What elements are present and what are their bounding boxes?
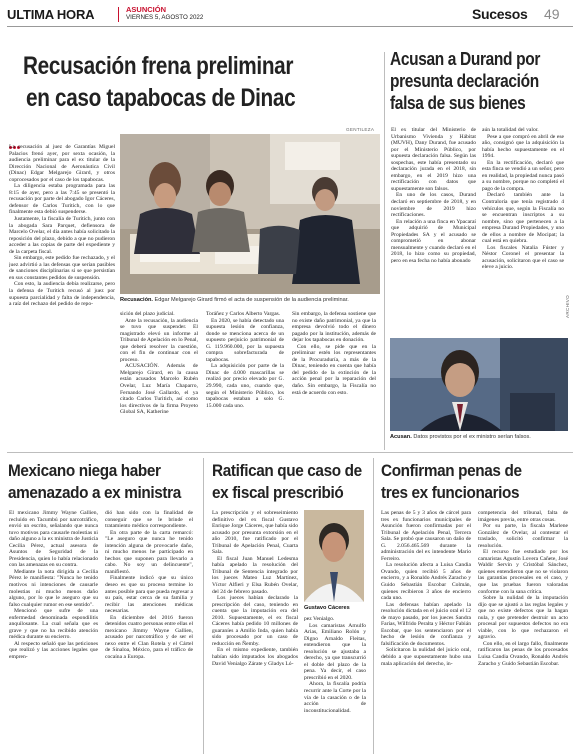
durand-photo-illustration [390,338,568,431]
paragraph: aún la totalidad del valor. [482,127,539,133]
durand-photo-credit: ARCHIVO [565,294,570,318]
section-rule [7,452,573,453]
page-number: 49 [544,6,560,22]
fiscal-story-column-2 [304,616,366,754]
section-label: ULTIMA HORA [7,7,95,22]
paragraph: Sin embargo, la defensa sostiene que no existe daño patrimonial, ya que la empresa devolvió todo el dinero pagado por la institución, además de dejar los tapabocas en donación. [292,311,376,344]
header-rule [7,26,573,27]
fiscal-photo-illustration [304,510,364,602]
paragraph: Las penas de 5 y 3 años de cárcel para tres ex funcionarios municipales de Asunción fueron confirmadas por el Tribunal de Apelación Penal, Tercera Sala. Se probó que causaron un daño de G. 2.056.465.569 durante la administración del ex intendente Mario Ferreiro. [381,510,471,562]
paragraph: En relación a una finca en Ypacaraí que adquirió de Municipal Propiedades SA y el acusado se comprometió en abonar mensualmente y cuando declaró en el 2018, lo hizo como su propiedad, pero en esa fecha no había abonado [391,218,476,264]
paragraph: Con ello, en el largo fallo, finalmente ratificaron las penas de los procesados Luisa Candia Ovando, Ronaldo Andrés Zaracho y Guido Sebastián Escobar. [478,640,568,667]
paragraph: La recusación al juez de Garantías Miguel Palacios frenó ayer, por sexta ocasión, la audiencia preliminar para el ex titular de la Dirección Nacional de Aeronáutica Civil (Dinac) Edgar Melgarejo Girard, y otros coprocesados por el caso de los tapabocas. [9,144,115,183]
paragraph: Ante la recusación, la audiencia se tuvo que suspender. El magistrado elevó un informe al Tribunal de Apelación en lo Penal, que deberá resolver la cuestión, con el fin de continuar con el proceso. [120,317,198,363]
lead-caption-label: Recusación. [120,297,153,303]
paragraph: Con ello, se pide que en la preliminar estén los representantes de la Procuraduría, a más de la Dinac, teniendo en cuenta que había del pedido de la extinción de la acción penal por la reparación del daño. Sin embargo, la Fiscalía no está de acuerdo con esto. [292,343,376,396]
paragraph: Toráñez y Carlos Alberto Vargas. [206,311,281,317]
fiscal-photo [304,510,364,602]
column-rule [203,458,204,754]
lead-story-column-4 [292,311,376,448]
paragraph: En la rectificación, declaró que esta finca se vendió a un señor, pero en realidad, la propiedad nunca pasó a su nombre, porque no completó el pago de la compra. [482,159,564,192]
paragraph: Mencionó que sufre de una enfermedad denominada espondilitis anquilosante. La cual señala que es grave y que no ha recibido atención médica durante su encierro. [9,608,98,641]
paragraph: El mexicano Jimmy Wayne Gallien, recluido en Tacumbú por narcotráfico, envió un escrito, señalando que nunca tuvo motivos para causarle molestias ni daño alguno a la ex ministra de Justicia Cecilia Pérez, actual asesora de Asuntos de Seguridad de la Presidencia, quien lo había relacionado con las amenazas en su contra. [9,510,98,569]
paragraph: El ex titular del Ministerio de Urbanismo Vivienda y Hábitat (MUVH), Dany Durand, fue acusado por el Ministerio Público, por supuesta declaración falsa. Según las sospechas, este había presentado su declaración jurada en el 2018, sin embargo, en el 2019 hizo una rectificación con datos que supuestamente son falsos. [391,127,476,192]
paragraph: En diciembre del 2016 fueron detenidos cuatro personas entre ellas el mexicano Jimmy Wayne Gallien, acusado por narcotráfico y de ser el nexo entre el Clan Rotela y el Cártel de Sinaloa, México, para el tráfico de cocaína a Europa. [105,614,193,661]
paragraph: En uno de los casos, Durand declaró en septiembre de 2018, y en noviembre de 2019 hizo rectificaciones. [391,192,476,219]
paragraph: Sobre la nulidad de la imputación dijo que se ajustó a las reglas legales y que no existe defectos que la hagan nula, y que pretender destruir un acto procesal por supuestos defectos no era viable, con lo que rechazaron el agravio. [478,595,568,641]
paragraph: La resolución afecta a Luisa Candia Ovando, quien recibió 5 años de encierro, y a Ronaldo Andrés Zaracho y Guido Sebastián Escobar Colmán, quienes recibieron 3 años de encierro cada uno. [381,562,471,602]
paragraph: Sin embargo, este pedido fue rechazado, y el juez advirtió a las defensas que serían pasibles de sanciones disciplinarias si se que persistían en sus constantes pedidos de suspensión. [9,255,115,281]
paragraph: Finalmente indicó que su único deseo es que su proceso termine lo antes posible para que pueda regresar a su país, estar cerca de su familia y recibir las atenciones médicas necesarias. [105,575,193,615]
paragraph: La prescripción y el sobreseimiento definitivo del ex fiscal Gustavo Enrique Jorge Cáceres, que había sido acusado por presunta extorsión en el año 2010, fue ratificado por el Tribunal de Apelación Penal, Cuarta Sala. [212,510,298,556]
paragraph: En el mismo expediente, también habían sido imputados los abogados David Venialgo Zárate y Gladys Ló- [212,647,298,667]
durand-caption-label: Acusan. [390,434,412,440]
paragraph: ACUSACIÓN. Además de Melgarejo Girard, en la causa están acusados Marcelo Rubén Ovelar, Luz María Chaparro, Fernando José Gallardo, el ya citado Carlos Turitich, así como los directivos de la firma Proyeto Global SA, Katherine [120,363,198,416]
brand-label: ASUNCIÓN [126,5,167,14]
penas-story-column-1 [381,510,471,754]
fiscal-headline-line2: ex fiscal prescribió [212,483,344,502]
durand-headline-line2: presunta declaración [390,71,539,91]
lead-story-column-1 [9,144,115,448]
durand-photo [390,338,568,431]
paragraph: Al respecto señaló que las peticiones que realizó y las acciones legales que empren- [9,640,98,661]
paragraph: sición del plazo judicial. [120,311,175,317]
paragraph: Solicitaron la nulidad del juicio oral, debido a que supuestamente hubo una mala aplicación del derecho, in- [381,647,471,667]
date-label: VIERNES 5, AGOSTO 2022 [126,14,204,21]
fiscal-photo-caption: Gustavo Cáceres [304,605,350,611]
paragraph: La adquisición por parte de la Dinac de 4.000 mascarillas se realizó por precio elevado por G. 29.990, cada uno, cuando que, según el Ministerio Público, los tapabocas estaban a solo G. 15.000 cada uno. [206,363,284,409]
column-rule [384,52,385,450]
mexican-story-column-2 [105,510,193,754]
fiscal-story-column-1 [212,510,298,754]
lead-story-column-3 [206,311,284,448]
mexican-story-column-1 [9,510,98,754]
durand-story-column-1 [391,127,476,345]
durand-photo-caption [390,434,570,440]
paragraph: Los fiscales Natalia Fúster y Néstor Coronel el presentar la acusación, solicitaron que el caso se eleve a juicio. [482,244,564,271]
mexican-headline-line1: Mexicano niega haber [8,461,161,480]
lead-photo-illustration [120,134,380,294]
column-rule [373,458,374,754]
paragraph: Pese a que compró en abril de ese año, consignó que la adquisición la había hecho supuestamente en el 1994. [482,133,564,160]
durand-story-column-2 [482,127,564,345]
lead-photo-credit: GENTILEZA [346,127,375,132]
paragraph: Las defensas habían apelado la resolución dictada en el juicio oral el 12 de mayo pasado, por los jueces Sandra Farías, Wilfrido Peralta y Héctor Fabián Escobar, que los sentenciaron por el hecho de lesión de confianza y falsificación de documentos. [381,601,471,647]
lead-headline-line1: Recusación frena preliminar [23,52,294,80]
lead-caption-text: Edgar Melgarejo Girard firmó el acta de suspensión de la audiencia preliminar. [152,297,349,303]
paragraph: pez Venialgo. [304,616,335,622]
lead-photo-caption [120,297,380,303]
paragraph: competencia del tribunal, falta de imágenes previa, entre otras cosas. [478,510,568,523]
lead-headline-line2: en caso tapabocas de Dinac [26,84,296,112]
lead-story-column-2 [120,311,198,448]
durand-headline-line1: Acusan a Durand por [390,49,541,69]
paragraph: El recurso fue estudiado por los camaristas Agustín Lovera Cañete, José Waldir Servín y Cristóbal Sánchez, quienes entendieron que no se violaron las garantías procesales en el caso, y que las pruebas fueron valoradas conforme con la sana crítica. [478,549,568,595]
paragraph: Los camaristas Arnulfo Arias, Emiliano Rolón y Digno Arnaldo Fleitas, entendieron que la resolución se ajustaba a derecho, ya que transcurrió el doble del plazo de la pena. Ya decir, el caso prescribió en el 2020. [304,622,366,681]
paragraph: Ahora, la fiscalía podría recurrir ante la Corte por la vía de la casación o de la acción de inconstitucionalidad. [304,681,366,714]
paragraph: Justamente, la fiscalía de Turitich, junto con la abogada Sara Parquet, defiensora de Marcelo Ovelar, el día antes había solicitado la reposición del plazo, debido a que no pudieron acceder a las copias de parte del expediente y de la carpeta fiscal. [9,216,115,255]
header-separator [118,7,119,22]
durand-headline-line3: falsa de sus bienes [390,93,526,113]
paragraph: Con esto, la audiencia debía realizarse, pero la defensa de Turitich recusó al juez por supuesta parcialidad y falta de independencia, a raíz del rechazo del pedido de repo- [9,281,115,308]
penas-story-column-2 [478,510,568,754]
fiscal-headline-line1: Ratifican que caso de [212,461,362,480]
paragraph: Los jueces habían declarado la prescripción del caso, teniendo en cuenta que la imputación era del 2010. Supuestamente, el ex fiscal Cáceres había pedido 10 millones de guaraníes a Amilio Inda, quien había sido procesado por un caso de reducción en Ñemby. [212,595,298,647]
paragraph: El fiscal Juan Manuel Ledesma había apelado la resolución del Tribunal de Sentencia integrado por los jueces Mateo Luz Martínez, Víctor Alfieri y Elsa Rubén Ovelar, del 24 de febrero pasado. [212,555,298,595]
lead-photo [120,134,380,294]
paragraph: Declaró también ante la Contraloría que tenía registrado 4 vehículos que, según la Fiscalía no se encuentran inscriptos a su nombre, sino que pertenecen a la empresa Durand Propiedades, y uno de ellos a nombre de Mocipat; la cual está en quiebra. [482,192,564,245]
penas-headline-line2: tres ex funcionarios [381,483,520,502]
paragraph: En otra parte de la carta remarcó: "Le aseguro que nunca he tenido intención alguna de provocarle daño, ni mucho menos he participado en hechos que suponen para llevarlo a cabo. No soy un delincuente", manifiestó. [105,529,193,575]
paragraph: dió han sido con la finalidad de conseguir que se le brinde el tratamiento médico correspondiente. [105,510,193,530]
mexican-headline-line2: amenazado a ex ministra [8,483,181,502]
durand-caption-text: Datos provistos por el ex ministro serían falsos. [411,434,531,440]
paragraph: En 2020, se había detectado una supuesta lesión de confianza, donde se menciona acerca de un supuesto perjuicio patrimonial de G. 119.960.000, por la supuesta compra sobrefacturada de tapabocas. [206,317,284,363]
section-right-label: Sucesos [472,6,528,22]
paragraph: Mediante la nota dirigida a Cecilia Pérez le manifiesta: "Nunca he tenido motivos ni intenciones de causarle molestias ni mucho menos daño alguno, por lo que le aseguro que su falso cualquier rumor en ese sentido". [9,568,98,608]
penas-headline-line1: Confirman penas de [381,461,522,480]
paragraph: Por su parte, la fiscala Marlene González de Ovelar, al contestar el traslado, solicitó confirmar la resolución. [478,523,568,549]
paragraph: La diligencia estaba programada para las 8:15 de ayer, pero a las 7:45 se presentó la recusación por parte del abogado Igor Cáceres, defensor de Carlos Turitich, con lo que finalmente esta debió suspenderse. [9,183,115,216]
